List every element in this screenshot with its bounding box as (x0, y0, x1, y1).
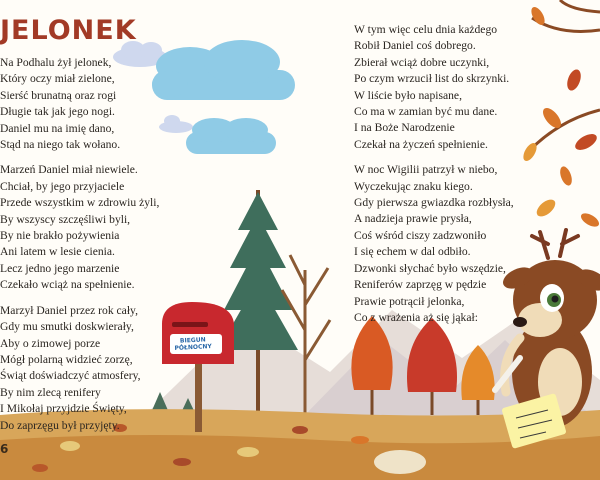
mailbox-label (166, 336, 221, 353)
leaf-icon (521, 5, 600, 229)
poem-line: Stąd na niego tak wołano. (0, 138, 121, 152)
poem-right-column (354, 22, 514, 335)
poem-line: Czekało wciąż na spełnienie. (0, 278, 135, 292)
poem-line: Reniferów zaprzęg w pędzie (354, 278, 487, 292)
page-number: 6 (0, 442, 9, 456)
poem-line: Zbierał wciąż dobre uczynki, (354, 55, 490, 69)
stanza (0, 55, 159, 153)
poem-line: W noc Wigilii patrzył w niebo, (354, 163, 498, 177)
poem-line: Który oczy miał zielone, (0, 72, 115, 86)
cloud-icon (152, 40, 295, 100)
poem-title: JELONEK (0, 15, 137, 46)
poem-line: Wyczekując znaku kiego. (354, 179, 473, 193)
stanza (354, 162, 514, 326)
poem-line: W liście było napisane, (354, 88, 462, 102)
poem-line: Marzeń Daniel miał niewiele. (0, 163, 138, 177)
poem-line: Mógł polarną widzieć zorzę, (0, 352, 133, 366)
poem-line: Gdy pierwsza gwiazdka rozbłysła, (354, 196, 514, 210)
poem-line: I się echem w dal odbiło. (354, 245, 471, 259)
stanza (0, 162, 159, 293)
poem-line: I na Boże Narodzenie (354, 121, 455, 135)
poem-line: By wszyscy szczęśliwi byli, (0, 212, 131, 226)
poem-line: W tym więc celu dnia każdego (354, 23, 498, 36)
stanza (354, 22, 514, 153)
poem-line: Co ma w zamian być mu dane. (354, 105, 498, 119)
poem-line: Dzwonki słychać było wszędzie, (354, 261, 506, 275)
poem-line: Prawie potrącił jelonka, (354, 294, 465, 308)
poem-line: Daniel mu na imię dano, (0, 121, 115, 135)
poem-line: Chciał, by jego przyjaciele (0, 179, 125, 193)
poem-line: Ani latem w lesie cienia. (0, 245, 115, 259)
stanza (0, 303, 159, 434)
poem-line: Przede wszystkim w zdrowiu żyli, (0, 196, 160, 210)
poem-line: I Mikołaj przyjdzie Święty, (0, 402, 127, 416)
poem-line: Sierść brunatną oraz rogi (0, 88, 117, 102)
mailbox-label-line: BIEGUN (179, 336, 206, 345)
poem-line: Robił Daniel coś dobrego. (354, 39, 476, 53)
poem-left-column (0, 55, 159, 443)
poem-line: Do zaprzęgu był przyjęty. (0, 418, 120, 432)
poem-line: By nie brakło pożywienia (0, 229, 120, 243)
poem-line: Długie tak jak jego nogi. (0, 105, 115, 119)
poem-line: Gdy mu smutki doskwierały, (0, 320, 134, 334)
poem-line: Na Podhalu żył jelonek, (0, 56, 112, 69)
poem-line: Marzył Daniel przez rok cały, (0, 303, 138, 317)
poem-line: Czekał na życzeń spełnienie. (354, 137, 488, 151)
poem-line: Lecz jedno jego marzenie (0, 261, 120, 275)
poem-line: Co z wrażenia aż się jąkał: (354, 310, 478, 324)
poem-line: A nadzieja prawie prysła, (354, 212, 472, 226)
poem-line: By nim zlecą renifery (0, 385, 101, 399)
poem-line: Coś wśród ciszy zadzwoniło (354, 228, 487, 242)
poem-line: Świąt doświadczyć atmosfery, (0, 369, 141, 383)
cloud-icon (159, 115, 193, 133)
poem-line: Po czym wrzucił list do skrzynki. (354, 72, 510, 86)
poem-line: Aby o zimowej porze (0, 336, 101, 350)
cloud-icon (186, 118, 276, 154)
mailbox-label-line: PÓŁNOCNY (174, 343, 212, 352)
